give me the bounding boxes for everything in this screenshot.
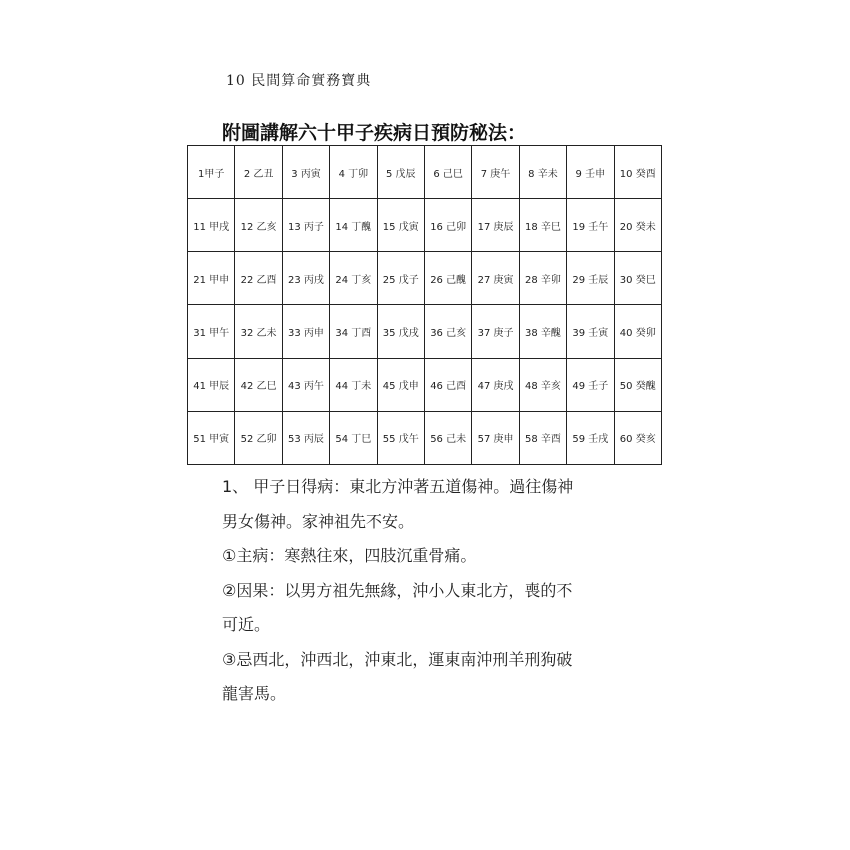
table-cell: 31 甲午 bbox=[188, 305, 235, 358]
table-cell: 3 丙寅 bbox=[282, 146, 329, 199]
text-line: ②因果：以男方祖先無緣，沖小人東北方，喪的不 bbox=[222, 580, 573, 600]
table-row bbox=[188, 146, 662, 199]
sixty-jiazi-table bbox=[187, 145, 662, 465]
table-cell: 40 癸卯 bbox=[614, 305, 661, 358]
table-cell: 23 丙戌 bbox=[282, 252, 329, 305]
table-cell: 45 戊申 bbox=[377, 358, 424, 411]
table-cell: 44 丁未 bbox=[330, 358, 377, 411]
table-cell: 29 壬辰 bbox=[567, 252, 614, 305]
table-cell: 1甲子 bbox=[188, 146, 235, 199]
table-cell: 55 戊午 bbox=[377, 411, 424, 464]
table-cell: 8 辛未 bbox=[519, 146, 566, 199]
table-row bbox=[188, 252, 662, 305]
table-cell: 15 戊寅 bbox=[377, 199, 424, 252]
table-cell: 58 辛酉 bbox=[519, 411, 566, 464]
table-row bbox=[188, 305, 662, 358]
table-cell: 39 壬寅 bbox=[567, 305, 614, 358]
body-text bbox=[222, 470, 642, 712]
table-row bbox=[188, 411, 662, 464]
table-cell: 2 乙丑 bbox=[235, 146, 282, 199]
table-cell: 24 丁亥 bbox=[330, 252, 377, 305]
table-cell: 59 壬戌 bbox=[567, 411, 614, 464]
table-cell: 14 丁醜 bbox=[330, 199, 377, 252]
table-cell: 10 癸酉 bbox=[614, 146, 661, 199]
table-cell: 41 甲辰 bbox=[188, 358, 235, 411]
table-cell: 20 癸未 bbox=[614, 199, 661, 252]
table-cell: 53 丙辰 bbox=[282, 411, 329, 464]
table-cell: 12 乙亥 bbox=[235, 199, 282, 252]
table-cell: 51 甲寅 bbox=[188, 411, 235, 464]
table-cell: 21 甲申 bbox=[188, 252, 235, 305]
table-cell: 30 癸巳 bbox=[614, 252, 661, 305]
text-line: ①主病：寒熱往來，四肢沉重骨痛。 bbox=[222, 546, 477, 565]
table-cell: 50 癸醜 bbox=[614, 358, 661, 411]
table-cell: 49 壬子 bbox=[567, 358, 614, 411]
table-cell: 7 庚午 bbox=[472, 146, 519, 199]
table-cell: 18 辛巳 bbox=[519, 199, 566, 252]
table-cell: 35 戊戌 bbox=[377, 305, 424, 358]
table-cell: 22 乙酉 bbox=[235, 252, 282, 305]
table-cell: 37 庚子 bbox=[472, 305, 519, 358]
text-line: 龍害馬。 bbox=[222, 684, 287, 703]
table-cell: 38 辛醜 bbox=[519, 305, 566, 358]
table-cell: 27 庚寅 bbox=[472, 252, 519, 305]
table-cell: 11 甲戌 bbox=[188, 199, 235, 252]
text-line: 可近。 bbox=[222, 615, 271, 634]
table-cell: 19 壬午 bbox=[567, 199, 614, 252]
table-cell: 36 己亥 bbox=[424, 305, 471, 358]
table-row bbox=[188, 358, 662, 411]
table-cell: 47 庚戌 bbox=[472, 358, 519, 411]
table-cell: 6 己巳 bbox=[424, 146, 471, 199]
table-row bbox=[188, 199, 662, 252]
table-cell: 54 丁巳 bbox=[330, 411, 377, 464]
table-cell: 26 己醜 bbox=[424, 252, 471, 305]
page-header: 10 民間算命實務寶典 bbox=[226, 73, 372, 89]
table-cell: 32 乙未 bbox=[235, 305, 282, 358]
table-cell: 9 壬申 bbox=[567, 146, 614, 199]
text-line: ③忌西北，沖西北，沖東北，運東南沖刑羊刑狗破 bbox=[222, 649, 573, 669]
table-cell: 48 辛亥 bbox=[519, 358, 566, 411]
table-cell: 17 庚辰 bbox=[472, 199, 519, 252]
table-cell: 33 丙申 bbox=[282, 305, 329, 358]
table-cell: 13 丙子 bbox=[282, 199, 329, 252]
table-cell: 4 丁卯 bbox=[330, 146, 377, 199]
section-title: 附圖講解六十甲子疾病日預防秘法： bbox=[222, 122, 527, 144]
table-cell: 16 己卯 bbox=[424, 199, 471, 252]
table-cell: 43 丙午 bbox=[282, 358, 329, 411]
table-cell: 46 己酉 bbox=[424, 358, 471, 411]
text-line: 男女傷神。家神祖先不安。 bbox=[222, 511, 415, 531]
table-cell: 25 戊子 bbox=[377, 252, 424, 305]
table-cell: 52 乙卯 bbox=[235, 411, 282, 464]
text-line: 1、 甲子日得病：東北方沖著五道傷神。過往傷神 bbox=[222, 477, 574, 496]
table-cell: 56 己未 bbox=[424, 411, 471, 464]
table-cell: 34 丁酉 bbox=[330, 305, 377, 358]
table-cell: 28 辛卯 bbox=[519, 252, 566, 305]
table-cell: 42 乙巳 bbox=[235, 358, 282, 411]
table-cell: 60 癸亥 bbox=[614, 411, 661, 464]
table-cell: 57 庚申 bbox=[472, 411, 519, 464]
table-cell: 5 戊辰 bbox=[377, 146, 424, 199]
